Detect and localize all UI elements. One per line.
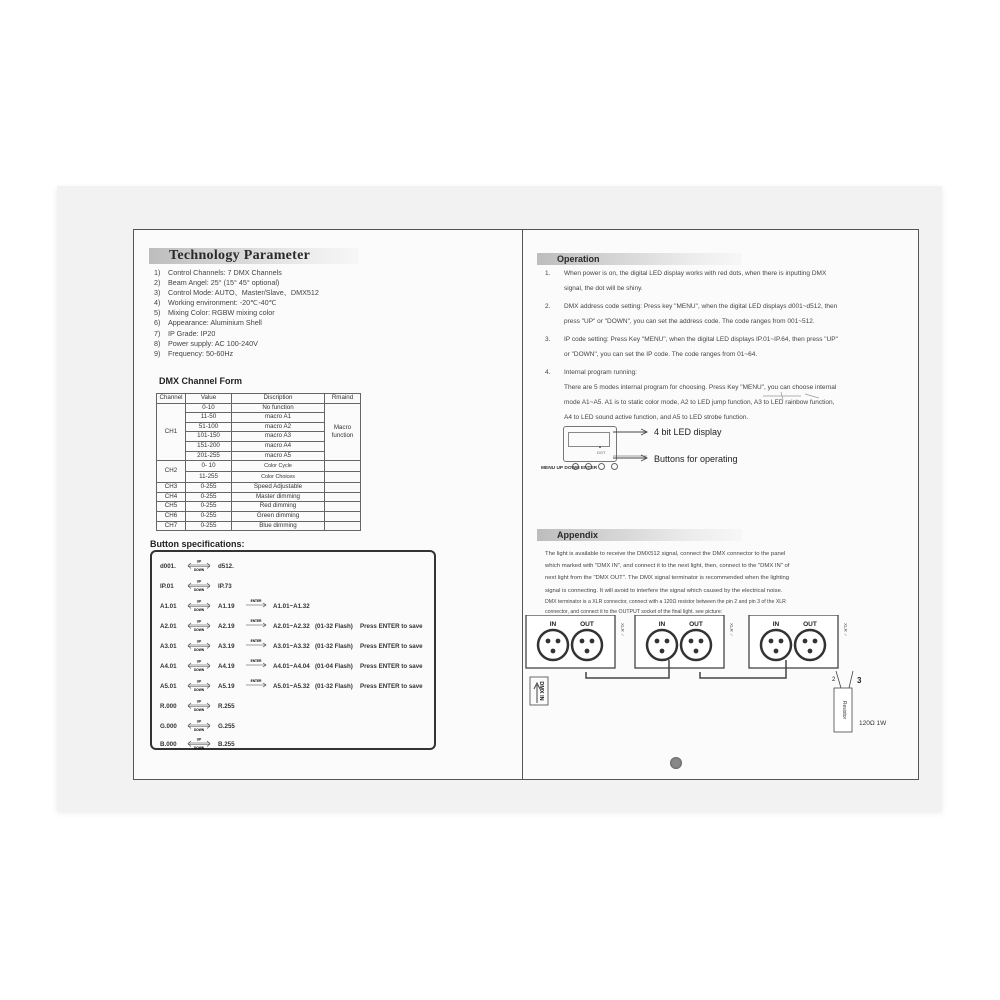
xlr-pin-icon [660, 649, 665, 654]
flash-note: (01-32 Flash) [315, 683, 353, 690]
pin2-label: 2 [832, 677, 836, 683]
operation-line [545, 266, 875, 281]
down-label: DOWN [193, 628, 205, 631]
button-spec-box [150, 550, 436, 750]
parameter-text: Mixing Color: RGBW mixing color [168, 308, 275, 318]
xlr-pin-icon [694, 649, 699, 654]
channel-cell: CH4 [157, 492, 186, 502]
start-value: A2.01 [160, 623, 177, 630]
table-row [157, 511, 361, 521]
start-value: A4.01 [160, 663, 177, 670]
channel-cell: CH1 [157, 403, 186, 461]
operation-number: 2. [545, 303, 551, 310]
operation-line [545, 380, 875, 395]
parameter-text: IP Grade: IP20 [168, 328, 216, 338]
parameter-text: Working environment: -20℃-40℃ [168, 298, 277, 308]
manual-booklet [57, 186, 942, 811]
range-value: A1.01~A1.32 [273, 603, 310, 610]
appendix-line: signal is connecting. It will avoid to interfere the signal which caused by the electrical noise. [545, 587, 783, 594]
operation-title: Operation [537, 253, 742, 265]
down-key-icon [598, 463, 605, 470]
range-value: A5.01~A5.32 [273, 683, 310, 690]
up-down-arrow-icon [186, 639, 212, 651]
operation-number: 4. [545, 369, 551, 376]
dot-label: DOT [597, 450, 606, 455]
xlr-pin-icon [585, 649, 590, 654]
description-cell: Color Choices [232, 472, 325, 483]
range-value: A2.01~A2.32 [273, 623, 310, 630]
up-down-arrow-icon [186, 699, 212, 711]
xlr-pin-icon [551, 649, 556, 654]
description-cell: Color Cycle [232, 461, 325, 472]
description-cell: macro A4 [232, 441, 325, 451]
description-cell: macro A5 [232, 451, 325, 461]
start-value: A5.01 [160, 683, 177, 690]
appendix-line: next light from the "DMX OUT". The DMX signal terminator is recommended when the lighting [545, 575, 790, 582]
start-value: A1.01 [160, 603, 177, 610]
up-label: UP [196, 659, 202, 664]
up-down-arrow-icon [186, 579, 212, 591]
dmx-channel-table [156, 393, 361, 531]
xlr-pin-icon [655, 639, 660, 644]
parameter-item [154, 298, 319, 308]
resistor-lead-b [849, 671, 853, 688]
up-down-arrow-icon [186, 719, 212, 731]
value-cell: 0-255 [186, 502, 232, 512]
description-cell: macro A2 [232, 422, 325, 432]
operation-line [545, 281, 875, 296]
out-socket-label: OUT [580, 621, 594, 628]
down-label: DOWN [193, 688, 205, 691]
table-header-cell: Rmaind [325, 394, 361, 404]
pin3-label: 3 [857, 676, 862, 685]
panel-keys-label: MENU UP DOWN ENTER [541, 466, 598, 471]
in-socket-label: IN [772, 621, 780, 628]
save-instruction: Press ENTER to save [360, 643, 423, 650]
end-value: A2.19 [218, 623, 235, 630]
resistor-label: Resistor [841, 700, 847, 720]
start-value: A3.01 [160, 643, 177, 650]
enter-arrow-icon [244, 638, 270, 648]
operation-text: There are 5 modes internal program for choosing. Press Key "MENU", you can choose internal [564, 384, 837, 391]
save-instruction: Press ENTER to save [360, 683, 423, 690]
operation-line [545, 410, 875, 425]
parameter-item [154, 339, 319, 349]
xlr-side-label: XLR ♂ [843, 623, 848, 637]
down-label: DOWN [193, 668, 205, 671]
start-value: B.000 [160, 741, 177, 748]
value-cell: 11-50 [186, 413, 232, 423]
start-value: d001. [160, 563, 176, 570]
appendix-line: which marked with "DMX IN", and connect it to the next light, then, connect to the "DMX IN" of [545, 563, 790, 570]
table-row [157, 483, 361, 493]
description-cell: Speed Adjustable [232, 483, 325, 493]
range-value: A3.01~A3.32 [273, 643, 310, 650]
start-value: G.000 [160, 723, 177, 730]
parameter-number: 1) [154, 268, 161, 277]
end-value: A4.19 [218, 663, 235, 670]
value-cell: 151-200 [186, 441, 232, 451]
remark-cell [325, 521, 361, 531]
enter-arrow-icon [244, 678, 270, 688]
xlr-pin-icon [546, 639, 551, 644]
operation-line [545, 314, 875, 329]
start-value: IP.01 [160, 583, 174, 590]
resistor-spec: 120Ω 1W [859, 720, 887, 727]
xlr-out-socket-icon [681, 630, 711, 660]
parameter-text: Frequency: 50-60Hz [168, 348, 234, 358]
operation-line [545, 332, 875, 347]
left-page [133, 229, 523, 780]
in-socket-label: IN [549, 621, 557, 628]
remark-cell [325, 483, 361, 493]
down-label: DOWN [193, 746, 205, 749]
description-cell: No function [232, 403, 325, 413]
operation-list [545, 266, 875, 425]
down-label: DOWN [193, 728, 205, 731]
operation-text: Internal program running: [564, 369, 637, 376]
up-label: UP [196, 699, 202, 704]
parameter-text: Control Mode: AUTO、Master/Slave、DMX512 [168, 288, 319, 298]
range-value: A4.01~A4.04 [273, 663, 310, 670]
flash-note: (01-04 Flash) [315, 663, 353, 670]
down-label: DOWN [193, 648, 205, 651]
operation-text: IP code setting: Press Key "MENU", when the digital LED displays IP.01~IP.64, then press "UP" [564, 336, 838, 343]
end-value: A5.19 [218, 683, 235, 690]
parameter-text: Beam Angel: 25° (15° 45° optional) [168, 278, 280, 288]
up-down-arrow-icon [186, 559, 212, 571]
up-down-arrow-icon [186, 599, 212, 611]
up-label: UP [196, 737, 202, 742]
operation-line [545, 347, 875, 362]
parameter-text: Control Channels: 7 DMX Channels [168, 268, 282, 277]
remark-cell [325, 403, 361, 461]
xlr-in-socket-icon [761, 630, 791, 660]
up-label: UP [196, 559, 202, 564]
appendix-line: DMX terminator is a XLR connector, connect with a 120Ω resistor between the pin 2 and pin 3 of the XLR [545, 598, 786, 605]
scribble-mark [761, 390, 821, 402]
down-label: DOWN [193, 588, 205, 591]
parameter-item [154, 308, 319, 318]
enter-label: ENTER [250, 619, 262, 623]
technology-parameter-title: Technology Parameter [149, 248, 359, 264]
description-cell: macro A3 [232, 432, 325, 442]
table-row [157, 461, 361, 472]
up-label: UP [196, 579, 202, 584]
parameter-text: Power supply: AC 100-240V [168, 338, 258, 348]
value-cell: 51-100 [186, 422, 232, 432]
led-display-caption: 4 bit LED display [654, 427, 722, 437]
table-header-cell: Channel [157, 394, 186, 404]
up-down-arrow-icon [186, 659, 212, 671]
enter-label: ENTER [250, 679, 262, 683]
xlr-side-label: XLR ♂ [620, 623, 625, 637]
enter-label: ENTER [250, 599, 262, 603]
xlr-out-socket-icon [572, 630, 602, 660]
value-cell: 0-255 [186, 521, 232, 531]
right-page [522, 229, 919, 780]
remark-text: Macro function [331, 423, 354, 439]
channel-cell: CH2 [157, 461, 186, 483]
appendix-title: Appendix [537, 529, 742, 541]
channel-cell: CH7 [157, 521, 186, 531]
channel-cell: CH3 [157, 483, 186, 493]
description-cell: Blue dimming [232, 521, 325, 531]
start-value: R.000 [160, 703, 177, 710]
lcd-screen [568, 432, 610, 447]
resistor-lead-a [836, 671, 841, 688]
operation-line [545, 395, 875, 410]
description-cell: Red dimming [232, 502, 325, 512]
enter-arrow-icon [244, 658, 270, 668]
flash-note: (01-32 Flash) [315, 623, 353, 630]
parameter-item [154, 288, 319, 298]
parameter-number: 4) [154, 298, 161, 308]
dmx-connection-diagram [523, 615, 918, 755]
operation-text: When power is on, the digital LED display works with red dots, when there is inputting DMX [564, 270, 827, 277]
down-label: DOWN [193, 568, 205, 571]
appendix-line: The light is available to receive the DMX512 signal, connect the DMX connector to the panel [545, 551, 786, 557]
parameter-number: 9) [154, 348, 161, 358]
xlr-pin-icon [590, 639, 595, 644]
value-cell: 201-255 [186, 451, 232, 461]
remark-cell [325, 502, 361, 512]
parameter-number: 2) [154, 278, 161, 288]
operation-text: or "DOWN", you can set the IP code. The code ranges from 01~64. [564, 351, 758, 358]
up-label: UP [196, 619, 202, 624]
buttons-caption: Buttons for operating [654, 454, 738, 464]
parameter-list [154, 268, 319, 359]
description-cell: Master dimming [232, 492, 325, 502]
table-row [157, 492, 361, 502]
binding-hole [670, 757, 682, 769]
table-header-cell: Value [186, 394, 232, 404]
save-instruction: Press ENTER to save [360, 623, 423, 630]
up-down-arrow-icon [186, 679, 212, 691]
description-cell: Green dimming [232, 511, 325, 521]
channel-cell: CH6 [157, 511, 186, 521]
parameter-item [154, 268, 319, 278]
operation-text: DMX address code setting: Press key "MENU", when the digital LED displays d001~d512, then [564, 303, 838, 310]
description-cell: macro A1 [232, 413, 325, 423]
xlr-in-socket-icon [538, 630, 568, 660]
end-value: R.255 [218, 703, 235, 710]
end-value: G.255 [218, 723, 235, 730]
remark-cell [325, 492, 361, 502]
end-value: A3.19 [218, 643, 235, 650]
xlr-out-socket-icon [795, 630, 825, 660]
enter-label: ENTER [250, 659, 262, 663]
value-cell: 0- 10 [186, 461, 232, 472]
xlr-side-label: XLR ♂ [729, 623, 734, 637]
up-down-arrow-icon [186, 737, 212, 749]
xlr-pin-icon [699, 639, 704, 644]
operation-line [545, 299, 875, 314]
down-label: DOWN [193, 608, 205, 611]
end-value: IP.73 [218, 583, 232, 590]
dmx-in-label: DMX IN [538, 681, 544, 701]
appendix-text [545, 548, 865, 617]
xlr-pin-icon [779, 639, 784, 644]
xlr-pin-icon [556, 639, 561, 644]
enter-arrow-icon [244, 598, 270, 608]
xlr-pin-icon [803, 639, 808, 644]
parameter-item [154, 278, 319, 288]
up-down-arrow-icon [186, 619, 212, 631]
parameter-item [154, 349, 319, 359]
dmx-channel-form-title: DMX Channel Form [159, 376, 243, 386]
up-label: UP [196, 639, 202, 644]
operation-number: 3. [545, 336, 551, 343]
table-row [157, 502, 361, 512]
up-label: UP [196, 719, 202, 724]
xlr-pin-icon [665, 639, 670, 644]
xlr-pin-icon [769, 639, 774, 644]
end-value: B.255 [218, 741, 235, 748]
enter-label: ENTER [250, 639, 262, 643]
parameter-number: 6) [154, 318, 161, 328]
end-value: A1.19 [218, 603, 235, 610]
xlr-pin-icon [580, 639, 585, 644]
channel-cell: CH5 [157, 502, 186, 512]
xlr-pin-icon [689, 639, 694, 644]
parameter-item [154, 318, 319, 328]
value-cell: 0-255 [186, 492, 232, 502]
table-row [157, 403, 361, 413]
parameter-number: 7) [154, 328, 161, 338]
remark-cell [325, 472, 361, 483]
value-cell: 0-255 [186, 511, 232, 521]
appendix-line: connector, and connect it to the OUTPUT socket of the final light. see picture: [545, 608, 723, 615]
flash-note: (01-32 Flash) [315, 643, 353, 650]
save-instruction: Press ENTER to save [360, 663, 423, 670]
value-cell: 101-150 [186, 432, 232, 442]
value-cell: 0-10 [186, 403, 232, 413]
value-cell: 0-255 [186, 483, 232, 493]
enter-arrow-icon [244, 618, 270, 628]
operation-line [545, 365, 875, 380]
out-socket-label: OUT [803, 621, 817, 628]
up-label: UP [196, 679, 202, 684]
table-row [157, 521, 361, 531]
xlr-pin-icon [774, 649, 779, 654]
xlr-pin-icon [813, 639, 818, 644]
operation-text: press "UP" or "DOWN", you can set the address code. The code ranges from 001~512. [564, 318, 815, 325]
end-value: d512. [218, 563, 234, 570]
dot-indicator [599, 446, 601, 448]
remark-cell [325, 461, 361, 472]
parameter-item [154, 329, 319, 339]
up-label: UP [196, 599, 202, 604]
parameter-number: 3) [154, 288, 161, 298]
xlr-pin-icon [808, 649, 813, 654]
operation-number: 1. [545, 270, 551, 277]
operation-text: mode A1~A5. A1 is to static color mode, A2 to LED jump function, A3 to LED rainbow function, [564, 399, 835, 406]
remark-cell [325, 511, 361, 521]
parameter-number: 8) [154, 338, 161, 348]
table-row [157, 472, 361, 483]
in-socket-label: IN [658, 621, 666, 628]
operation-text: A4 to LED sound active function, and A5 to LED strobe function. [564, 414, 749, 421]
button-spec-title: Button specifications: [150, 539, 245, 549]
table-header-row [157, 394, 361, 404]
out-socket-label: OUT [689, 621, 703, 628]
operation-text: signal, the dot will be shiny. [564, 285, 643, 292]
parameter-text: Appearance: Aluminium Shell [168, 318, 262, 328]
value-cell: 11-255 [186, 472, 232, 483]
table-header-cell: Discription [232, 394, 325, 404]
down-label: DOWN [193, 708, 205, 711]
parameter-number: 5) [154, 308, 161, 318]
xlr-in-socket-icon [647, 630, 677, 660]
